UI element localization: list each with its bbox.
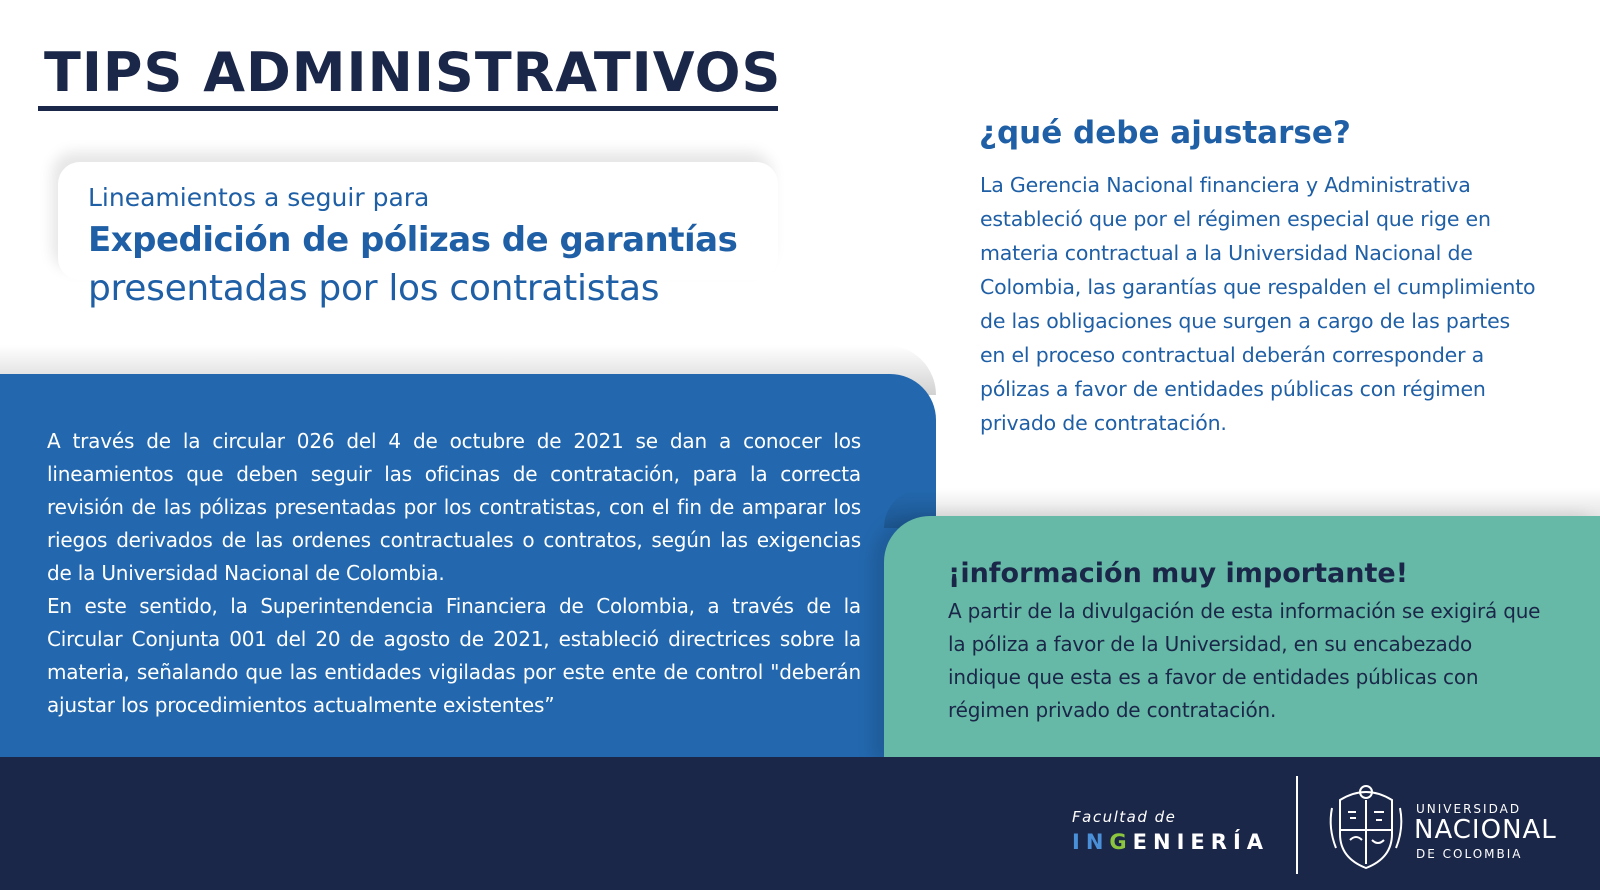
faculty-letter: A [1246, 830, 1270, 854]
faculty-letter: N [1085, 830, 1110, 854]
university-crest-icon [1326, 778, 1406, 874]
adjust-heading: ¿qué debe ajustarse? [979, 115, 1351, 151]
faculty-letter: R [1210, 830, 1233, 854]
footer-divider [1296, 776, 1298, 874]
adjust-body: La Gerencia Nacional financiera y Administrativa estableció que por el régimen especial que rige en materia contractual a la Universidad Nacional de Colombia, las garantías que respalden el cumplimiento de las obligaciones que surgen a cargo de las partes en el proceso contractual deberán corresponder a pólizas a favor de entidades públicas con régimen privado de contratación. [980, 173, 1536, 435]
faculty-letter: N [1153, 830, 1177, 854]
faculty-letter: I [1072, 830, 1086, 854]
important-body: A partir de la divulgación de esta información se exigirá que la póliza a favor de la Universidad, en su encabezado indique que esta es a favor de entidades públicas con régimen privado de contratación. [948, 599, 1541, 722]
faculty-letter: E [1132, 830, 1154, 854]
faculty-letter: I [1176, 830, 1191, 854]
faculty-name [1072, 830, 1269, 854]
subtitle-line-3: presentadas por los contratistas [88, 268, 660, 309]
page-title: TIPS ADMINISTRATIVOS [44, 41, 782, 104]
university-label-top: UNIVERSIDAD [1416, 802, 1522, 816]
title-underline [38, 106, 778, 111]
subtitle-line-2: Expedición de pólizas de garantías [88, 220, 738, 260]
university-label-bottom: DE COLOMBIA [1416, 847, 1523, 861]
faculty-letter: G [1109, 830, 1133, 854]
blue-paragraph-2: En este sentido, la Superintendencia Financiera de Colombia, a través de la Circular Conjunta 001 del 20 de agosto de 2021, estableció directrices sobre la materia, señalando que las entidades vigiladas por este ente de control "deberán ajustar los procedimientos actualmente existentes” [47, 594, 861, 717]
important-heading: ¡información muy importante! [948, 558, 1409, 589]
blue-section-text [47, 425, 861, 722]
subtitle-line-1: Lineamientos a seguir para [88, 183, 430, 212]
blue-paragraph-1: A través de la circular 026 del 4 de octubre de 2021 se dan a conocer los lineamientos que deben seguir las oficinas de contratación, para la correcta revisión de las pólizas presentadas por los contratistas, con el fin de amparar los riegos derivados de las ordenes contractuales o contratos, según las exigencias de la Universidad Nacional de Colombia. [47, 429, 861, 585]
faculty-letter: E [1190, 830, 1211, 854]
faculty-letter: Í [1232, 830, 1247, 854]
faculty-label: Facultad de [1072, 808, 1177, 826]
university-label-main: NACIONAL [1414, 815, 1557, 845]
